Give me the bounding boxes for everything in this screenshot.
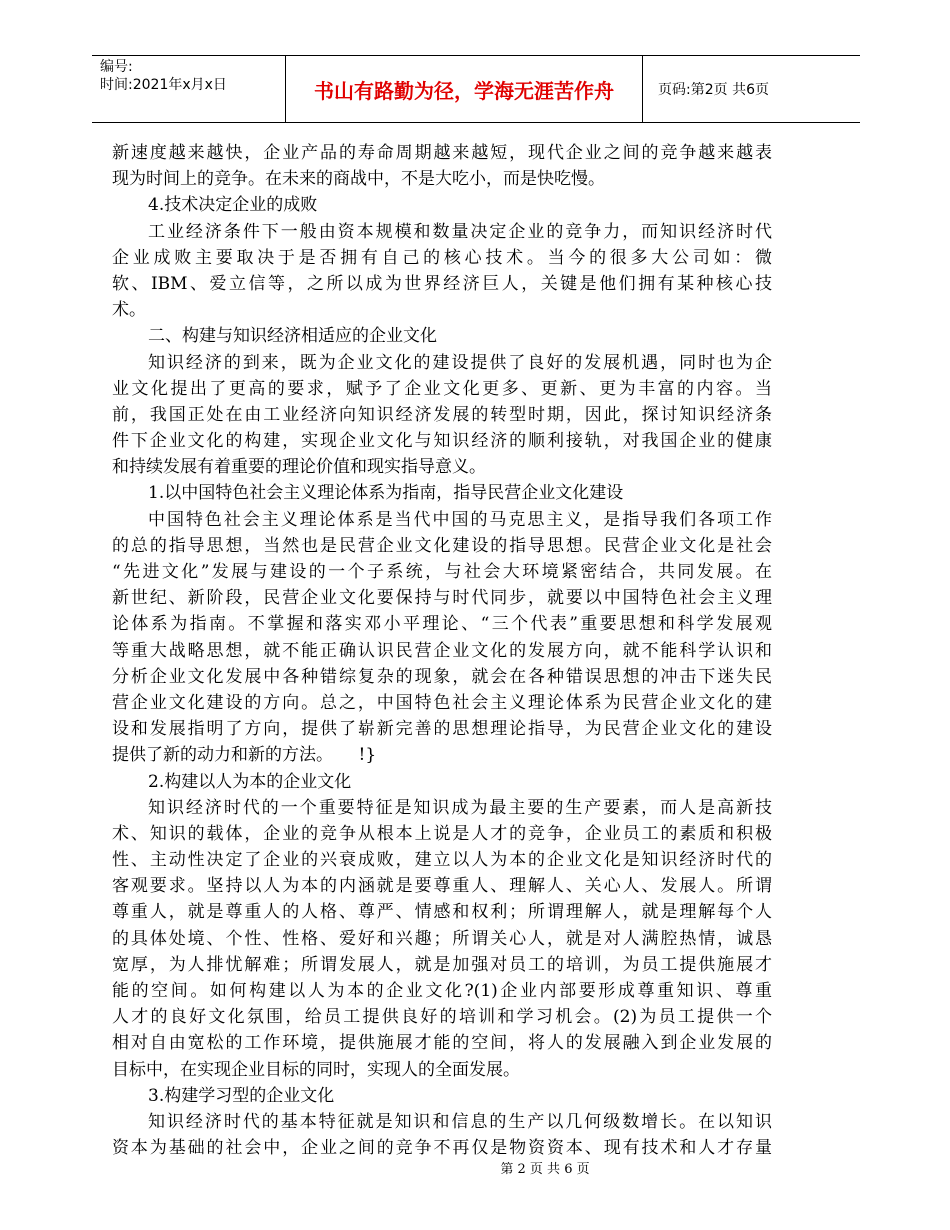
- text-line: 尊重人，就是尊重人的人格、尊严、情感和权利；所谓理解人，就是理解每个人: [112, 902, 772, 923]
- text-line: 的总的指导思想，当然也是民营企业文化建设的指导思想。民营企业文化是社会: [112, 535, 772, 556]
- text-line: 企业成败主要取决于是否拥有自己的核心技术。当今的很多大公司如：微: [112, 247, 772, 268]
- header-number-label: 编号:: [100, 59, 133, 75]
- text-line: 中国特色社会主义理论体系是当代中国的马克思主义，是指导我们各项工作: [148, 509, 772, 530]
- text-line: 性、主动性决定了企业的兴衰成败，建立以人为本的企业文化是知识经济时代的: [112, 850, 772, 871]
- text-line: 分析企业文化发展中各种错综复杂的现象，就会在各种错误思想的冲击下迷失民: [112, 666, 772, 687]
- footer-page-number: 第 2 页 共 6 页: [500, 1162, 590, 1177]
- text-line: 营企业文化建设的方向。总之，中国特色社会主义理论体系为民营企业文化的建: [112, 692, 772, 713]
- text-line: 的具体处境、个性、性格、爱好和兴趣；所谓关心人，就是对人满腔热情，诚恳: [112, 928, 772, 949]
- text-line: 术、知识的载体，企业的竞争从根本上说是人才的竞争，企业员工的素质和积极: [112, 823, 772, 844]
- text-line: 目标中，在实现企业目标的同时，实现人的全面发展。: [112, 1059, 520, 1080]
- header-motto: 书山有路勤为径，学海无涯苦作舟: [285, 56, 643, 122]
- text-line: 现为时间上的竞争。在未来的商战中，不是大吃小，而是快吃慢。: [112, 169, 605, 190]
- text-line: 二、构建与知识经济相适应的企业文化: [148, 326, 437, 347]
- text-line: 新速度越来越快，企业产品的寿命周期越来越短，现代企业之间的竞争越来越表: [112, 143, 772, 163]
- text-line: 能的空间。如何构建以人为本的企业文化?(1)企业内部要形成尊重知识、尊重: [112, 981, 772, 1001]
- text-line: 件下企业文化的构建，实现企业文化与知识经济的顺利接轨，对我国企业的健康: [112, 431, 772, 452]
- text-line: 客观要求。坚持以人为本的内涵就是要尊重人、理解人、关心人、发展人。所谓: [112, 876, 772, 897]
- text-line: 知识经济时代的基本特征就是知识和信息的生产以几何级数增长。在以知识: [148, 1111, 772, 1132]
- text-line: 宽厚，为人排忧解难；所谓发展人，就是加强对员工的培训，为员工提供施展才: [112, 954, 772, 975]
- text-line: 软、IBM、爱立信等，之所以成为世界经济巨人，关键是他们拥有某种核心技: [112, 273, 772, 294]
- text-line: 资本为基础的社会中，企业之间的竞争不再仅是物资资本、现有技术和人才存量: [112, 1138, 772, 1159]
- text-line: 知识经济时代的一个重要特征是知识成为最主要的生产要素，而人是高新技: [148, 797, 772, 818]
- text-line: 和持续发展有着重要的理论价值和现实指导意义。: [112, 457, 486, 478]
- text-line: “先进文化”发展与建设的一个子系统，与社会大环境紧密结合，共同发展。在: [112, 562, 772, 582]
- document-body: [112, 140, 772, 1161]
- text-line: 3.构建学习型的企业文化: [148, 1085, 335, 1106]
- page-header: [92, 55, 860, 123]
- text-line: 论体系为指南。不掌握和落实邓小平理论、“三个代表”重要思想和科学发展观: [112, 614, 772, 635]
- text-line: 新世纪、新阶段，民营企业文化要保持与时代同步，就要以中国特色社会主义理: [112, 588, 772, 609]
- text-line: 人才的良好文化氛围，给员工提供良好的培训和学习机会。(2)为员工提供一个: [112, 1007, 772, 1028]
- text-line: 知识经济的到来，既为企业文化的建设提供了良好的发展机遇，同时也为企: [148, 352, 772, 373]
- text-line: 4.技术决定企业的成败: [148, 195, 318, 216]
- text-line: 术。: [112, 300, 146, 321]
- text-line: 前，我国正处在由工业经济向知识经济发展的转型时期，因此，探讨知识经济条: [112, 404, 772, 425]
- text-line: 1.以中国特色社会主义理论体系为指南，指导民营企业文化建设: [148, 483, 624, 504]
- header-time-label: 时间:2021年x月x日: [100, 77, 227, 93]
- text-line: 工业经济条件下一般由资本规模和数量决定企业的竞争力，而知识经济时代: [148, 221, 772, 242]
- text-line: 等重大战略思想，就不能正确认识民营企业文化的发展方向，就不能科学认识和: [112, 640, 772, 661]
- text-line: 提供了新的动力和新的方法。 !}: [112, 745, 377, 766]
- header-meta: [92, 56, 285, 122]
- text-line: 设和发展指明了方向，提供了崭新完善的思想理论指导，为民营企业文化的建设: [112, 719, 772, 740]
- text-line: 2.构建以人为本的企业文化: [148, 771, 352, 792]
- text-line: 相对自由宽松的工作环境，提供施展才能的空间，将人的发展融入到企业发展的: [112, 1033, 772, 1054]
- page-footer: [0, 1158, 950, 1177]
- text-line: 业文化提出了更高的要求，赋予了企业文化更多、更新、更为丰富的内容。当: [112, 378, 772, 399]
- header-page-info: 页码:第2页 共6页: [658, 82, 769, 98]
